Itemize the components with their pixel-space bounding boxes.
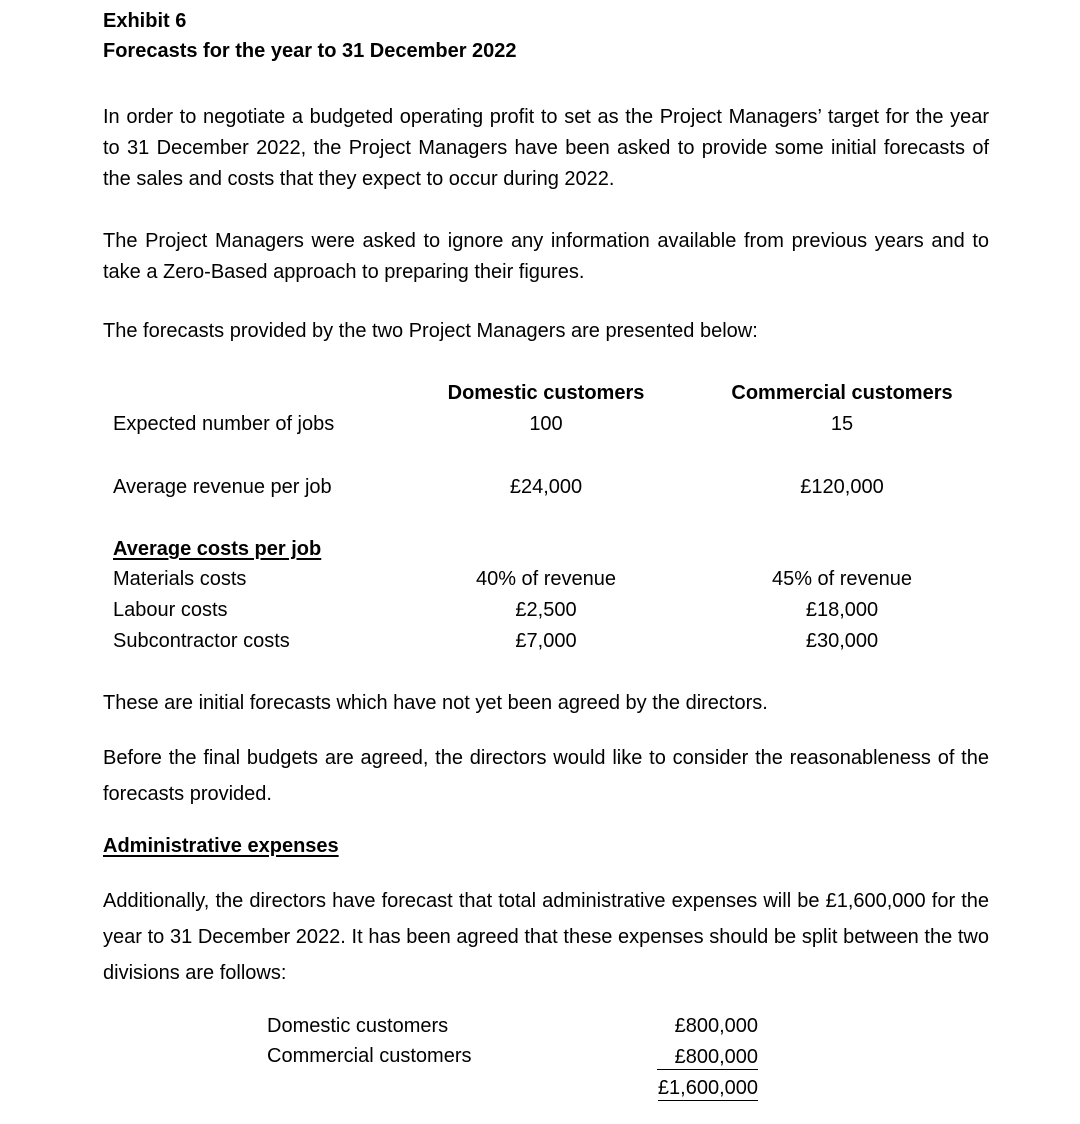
- domestic-jobs: 100: [529, 413, 563, 435]
- costs-heading: Average costs per job: [113, 538, 322, 560]
- admin-label-commercial: Commercial customers: [267, 1045, 472, 1067]
- domestic-subcontractor: £7,000: [515, 630, 577, 652]
- approach-paragraph: The Project Managers were asked to ignore any information available from previous years and to take a Zero-Based approach to preparing their figures.: [103, 230, 989, 283]
- admin-value-commercial: £800,000: [657, 1045, 758, 1070]
- exhibit-label: Exhibit 6: [103, 10, 187, 32]
- commercial-materials: 45% of revenue: [771, 568, 913, 590]
- column-header-domestic: Domestic customers: [447, 382, 645, 404]
- column-header-commercial: Commercial customers: [731, 382, 953, 404]
- commercial-labour: £18,000: [805, 599, 879, 621]
- intro-paragraph: In order to negotiate a budgeted operating profit to set as the Project Managers’ target for the year to 31 December 2022, the Project Managers have been asked to provide some initial forecasts of the sales and costs that they expect to occur during 2022.: [103, 106, 989, 190]
- admin-paragraph: Additionally, the directors have forecast that total administrative expenses will be £1,600,000 for the year to 31 December 2022. It has been agreed that these expenses should be split between the two divisions are follows:: [103, 890, 989, 984]
- domestic-materials: 40% of revenue: [475, 568, 617, 590]
- row-label-revenue: Average revenue per job: [113, 476, 332, 498]
- row-label-materials: Materials costs: [113, 568, 247, 590]
- row-label-subcontractor: Subcontractor costs: [113, 630, 290, 652]
- commercial-subcontractor: £30,000: [805, 630, 879, 652]
- row-label-labour: Labour costs: [113, 599, 228, 621]
- initial-forecasts-paragraph: These are initial forecasts which have not yet been agreed by the directors.: [103, 692, 768, 714]
- reasonableness-paragraph: Before the final budgets are agreed, the directors would like to consider the reasonableness of the forecasts provided.: [103, 747, 989, 805]
- domestic-revenue: £24,000: [509, 476, 583, 498]
- domestic-labour: £2,500: [515, 599, 577, 621]
- commercial-revenue: £120,000: [800, 476, 884, 498]
- row-label-jobs: Expected number of jobs: [113, 413, 335, 435]
- admin-label-domestic: Domestic customers: [267, 1015, 449, 1037]
- admin-total: £1,600,000: [657, 1077, 758, 1099]
- presented-paragraph: The forecasts provided by the two Project Managers are presented below:: [103, 320, 758, 342]
- exhibit-title: Forecasts for the year to 31 December 2022: [103, 40, 517, 62]
- admin-heading: Administrative expenses: [103, 835, 339, 857]
- commercial-jobs: 15: [830, 413, 854, 435]
- admin-value-domestic: £800,000: [674, 1015, 758, 1037]
